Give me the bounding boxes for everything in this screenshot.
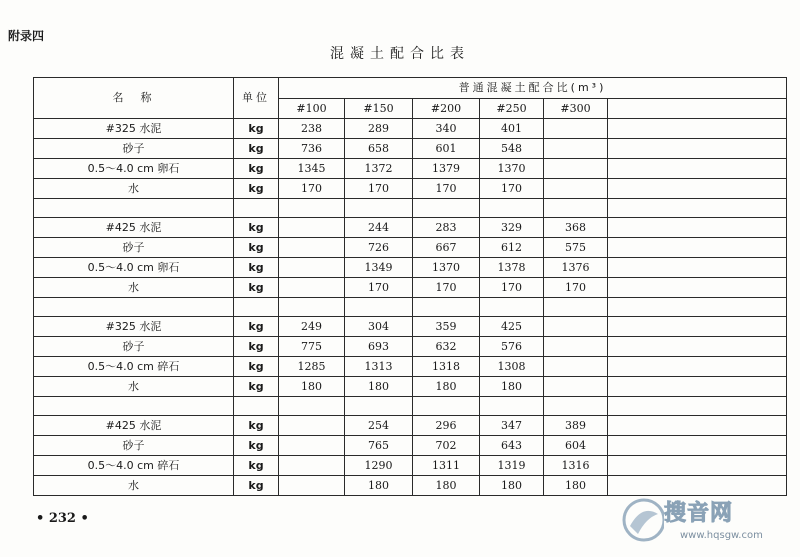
value-cell: 575 — [544, 238, 608, 258]
table-row — [34, 119, 787, 139]
value-cell: 340 — [413, 119, 480, 139]
value-cell: 601 — [413, 139, 480, 159]
value-cell — [544, 337, 608, 357]
spacer-cell — [234, 397, 279, 416]
value-cell: 693 — [345, 337, 413, 357]
value-cell — [544, 139, 608, 159]
value-cell — [608, 159, 787, 179]
unit-cell: kg — [234, 436, 279, 456]
header-grade: #200 — [413, 99, 480, 119]
spacer-cell — [345, 397, 413, 416]
value-cell: 304 — [345, 317, 413, 337]
value-cell: 401 — [480, 119, 544, 139]
value-cell — [544, 179, 608, 199]
unit-cell: kg — [234, 357, 279, 377]
value-cell — [608, 258, 787, 278]
table-row — [34, 416, 787, 436]
spacer-cell — [480, 199, 544, 218]
table-row — [34, 258, 787, 278]
material-name: 砂子 — [34, 238, 234, 258]
spacer-cell — [279, 298, 345, 317]
unit-cell: kg — [234, 179, 279, 199]
unit-cell: kg — [234, 278, 279, 298]
watermark-url: www.hqsgw.com — [680, 530, 763, 541]
material-name: 0.5～4.0 cm 卵石 — [34, 258, 234, 278]
value-cell: 1349 — [345, 258, 413, 278]
value-cell: 180 — [345, 476, 413, 496]
value-cell: 1285 — [279, 357, 345, 377]
value-cell — [279, 278, 345, 298]
spacer-cell — [345, 298, 413, 317]
spacer-cell — [608, 397, 787, 416]
header-group: 普通混凝土配合比(m³) — [279, 78, 787, 99]
spacer-cell — [234, 199, 279, 218]
value-cell — [608, 119, 787, 139]
value-cell — [279, 238, 345, 258]
value-cell: 170 — [345, 179, 413, 199]
header-grade: #250 — [480, 99, 544, 119]
spacer-cell — [34, 298, 234, 317]
value-cell: 347 — [480, 416, 544, 436]
value-cell: 329 — [480, 218, 544, 238]
unit-cell: kg — [234, 377, 279, 397]
value-cell: 289 — [345, 119, 413, 139]
value-cell: 180 — [345, 377, 413, 397]
table-row — [34, 179, 787, 199]
value-cell — [279, 476, 345, 496]
value-cell — [608, 139, 787, 159]
value-cell: 1378 — [480, 258, 544, 278]
value-cell: 170 — [279, 179, 345, 199]
value-cell: 180 — [413, 377, 480, 397]
unit-cell: kg — [234, 317, 279, 337]
spacer-cell — [544, 199, 608, 218]
material-name: 水 — [34, 377, 234, 397]
value-cell: 244 — [345, 218, 413, 238]
value-cell: 170 — [544, 278, 608, 298]
value-cell: 1379 — [413, 159, 480, 179]
value-cell: 1318 — [413, 357, 480, 377]
table-row — [34, 357, 787, 377]
value-cell: 1370 — [480, 159, 544, 179]
value-cell: 632 — [413, 337, 480, 357]
unit-cell: kg — [234, 218, 279, 238]
value-cell — [279, 258, 345, 278]
table-row — [34, 238, 787, 258]
table-row — [34, 377, 787, 397]
value-cell — [544, 119, 608, 139]
spacer-cell — [480, 298, 544, 317]
unit-cell: kg — [234, 139, 279, 159]
material-name: 0.5～4.0 cm 卵石 — [34, 159, 234, 179]
value-cell: 765 — [345, 436, 413, 456]
value-cell — [279, 218, 345, 238]
unit-cell: kg — [234, 258, 279, 278]
value-cell — [608, 337, 787, 357]
value-cell: 170 — [480, 278, 544, 298]
page-number: • 232 • — [36, 511, 89, 526]
material-name: 砂子 — [34, 337, 234, 357]
value-cell: 775 — [279, 337, 345, 357]
value-cell: 170 — [413, 278, 480, 298]
header-grade: #100 — [279, 99, 345, 119]
material-name: 水 — [34, 476, 234, 496]
table-row — [34, 218, 787, 238]
spacer-cell — [413, 199, 480, 218]
header-name: 名 称 — [34, 78, 234, 119]
value-cell: 283 — [413, 218, 480, 238]
value-cell: 658 — [345, 139, 413, 159]
table-spacer-row — [34, 397, 787, 416]
value-cell: 1290 — [345, 456, 413, 476]
unit-cell: kg — [234, 337, 279, 357]
material-name: 0.5～4.0 cm 碎石 — [34, 357, 234, 377]
header-grade: #150 — [345, 99, 413, 119]
value-cell: 238 — [279, 119, 345, 139]
value-cell: 170 — [480, 179, 544, 199]
spacer-cell — [480, 397, 544, 416]
spacer-cell — [279, 397, 345, 416]
value-cell: 180 — [279, 377, 345, 397]
material-name: 水 — [34, 179, 234, 199]
spacer-cell — [34, 199, 234, 218]
value-cell: 389 — [544, 416, 608, 436]
value-cell — [608, 218, 787, 238]
value-cell: 359 — [413, 317, 480, 337]
value-cell — [279, 436, 345, 456]
value-cell — [544, 377, 608, 397]
value-cell: 1313 — [345, 357, 413, 377]
material-name: 砂子 — [34, 436, 234, 456]
material-name: #425 水泥 — [34, 416, 234, 436]
value-cell — [544, 317, 608, 337]
value-cell: 170 — [413, 179, 480, 199]
value-cell: 604 — [544, 436, 608, 456]
value-cell: 1316 — [544, 456, 608, 476]
header-unit: 单位 — [234, 78, 279, 119]
value-cell — [279, 416, 345, 436]
table-body — [34, 119, 787, 496]
value-cell: 1319 — [480, 456, 544, 476]
value-cell: 576 — [480, 337, 544, 357]
material-name: 0.5～4.0 cm 碎石 — [34, 456, 234, 476]
value-cell: 612 — [480, 238, 544, 258]
value-cell: 1308 — [480, 357, 544, 377]
appendix-label: 附录四 — [8, 29, 45, 43]
value-cell: 1345 — [279, 159, 345, 179]
value-cell: 180 — [544, 476, 608, 496]
material-name: 水 — [34, 278, 234, 298]
unit-cell: kg — [234, 416, 279, 436]
header-blank — [608, 99, 787, 119]
table-row — [34, 317, 787, 337]
value-cell: 548 — [480, 139, 544, 159]
table-row — [34, 278, 787, 298]
value-cell: 180 — [480, 377, 544, 397]
spacer-cell — [608, 298, 787, 317]
value-cell: 1370 — [413, 258, 480, 278]
spacer-cell — [34, 397, 234, 416]
value-cell: 180 — [480, 476, 544, 496]
spacer-cell — [413, 298, 480, 317]
material-name: #425 水泥 — [34, 218, 234, 238]
value-cell: 368 — [544, 218, 608, 238]
material-name: #325 水泥 — [34, 317, 234, 337]
value-cell — [608, 179, 787, 199]
table-row — [34, 337, 787, 357]
value-cell — [608, 317, 787, 337]
spacer-cell — [544, 397, 608, 416]
value-cell: 254 — [345, 416, 413, 436]
value-cell — [544, 159, 608, 179]
value-cell: 170 — [345, 278, 413, 298]
table-spacer-row — [34, 298, 787, 317]
value-cell — [608, 377, 787, 397]
table-row — [34, 139, 787, 159]
spacer-cell — [413, 397, 480, 416]
value-cell — [279, 456, 345, 476]
watermark-logo-icon — [620, 490, 664, 546]
value-cell: 667 — [413, 238, 480, 258]
table-spacer-row — [34, 199, 787, 218]
mix-ratio-table — [33, 77, 787, 496]
watermark-text: 搜音网 — [664, 501, 734, 526]
spacer-cell — [279, 199, 345, 218]
value-cell: 736 — [279, 139, 345, 159]
spacer-cell — [345, 199, 413, 218]
unit-cell: kg — [234, 476, 279, 496]
value-cell — [608, 238, 787, 258]
unit-cell: kg — [234, 119, 279, 139]
value-cell: 1372 — [345, 159, 413, 179]
spacer-cell — [544, 298, 608, 317]
value-cell — [608, 456, 787, 476]
watermark — [620, 490, 798, 550]
value-cell: 702 — [413, 436, 480, 456]
table-row — [34, 456, 787, 476]
value-cell — [608, 416, 787, 436]
value-cell: 1376 — [544, 258, 608, 278]
unit-cell: kg — [234, 456, 279, 476]
unit-cell: kg — [234, 159, 279, 179]
value-cell — [608, 436, 787, 456]
table-row — [34, 436, 787, 456]
value-cell: 180 — [413, 476, 480, 496]
value-cell: 1311 — [413, 456, 480, 476]
header-grade: #300 — [544, 99, 608, 119]
material-name: 砂子 — [34, 139, 234, 159]
material-name: #325 水泥 — [34, 119, 234, 139]
spacer-cell — [234, 298, 279, 317]
spacer-cell — [608, 199, 787, 218]
value-cell — [608, 357, 787, 377]
table-row — [34, 159, 787, 179]
value-cell: 726 — [345, 238, 413, 258]
value-cell: 425 — [480, 317, 544, 337]
unit-cell: kg — [234, 238, 279, 258]
value-cell — [608, 278, 787, 298]
value-cell: 296 — [413, 416, 480, 436]
page-title: 混凝土配合比表 — [330, 46, 470, 62]
value-cell: 249 — [279, 317, 345, 337]
value-cell: 643 — [480, 436, 544, 456]
value-cell — [544, 357, 608, 377]
